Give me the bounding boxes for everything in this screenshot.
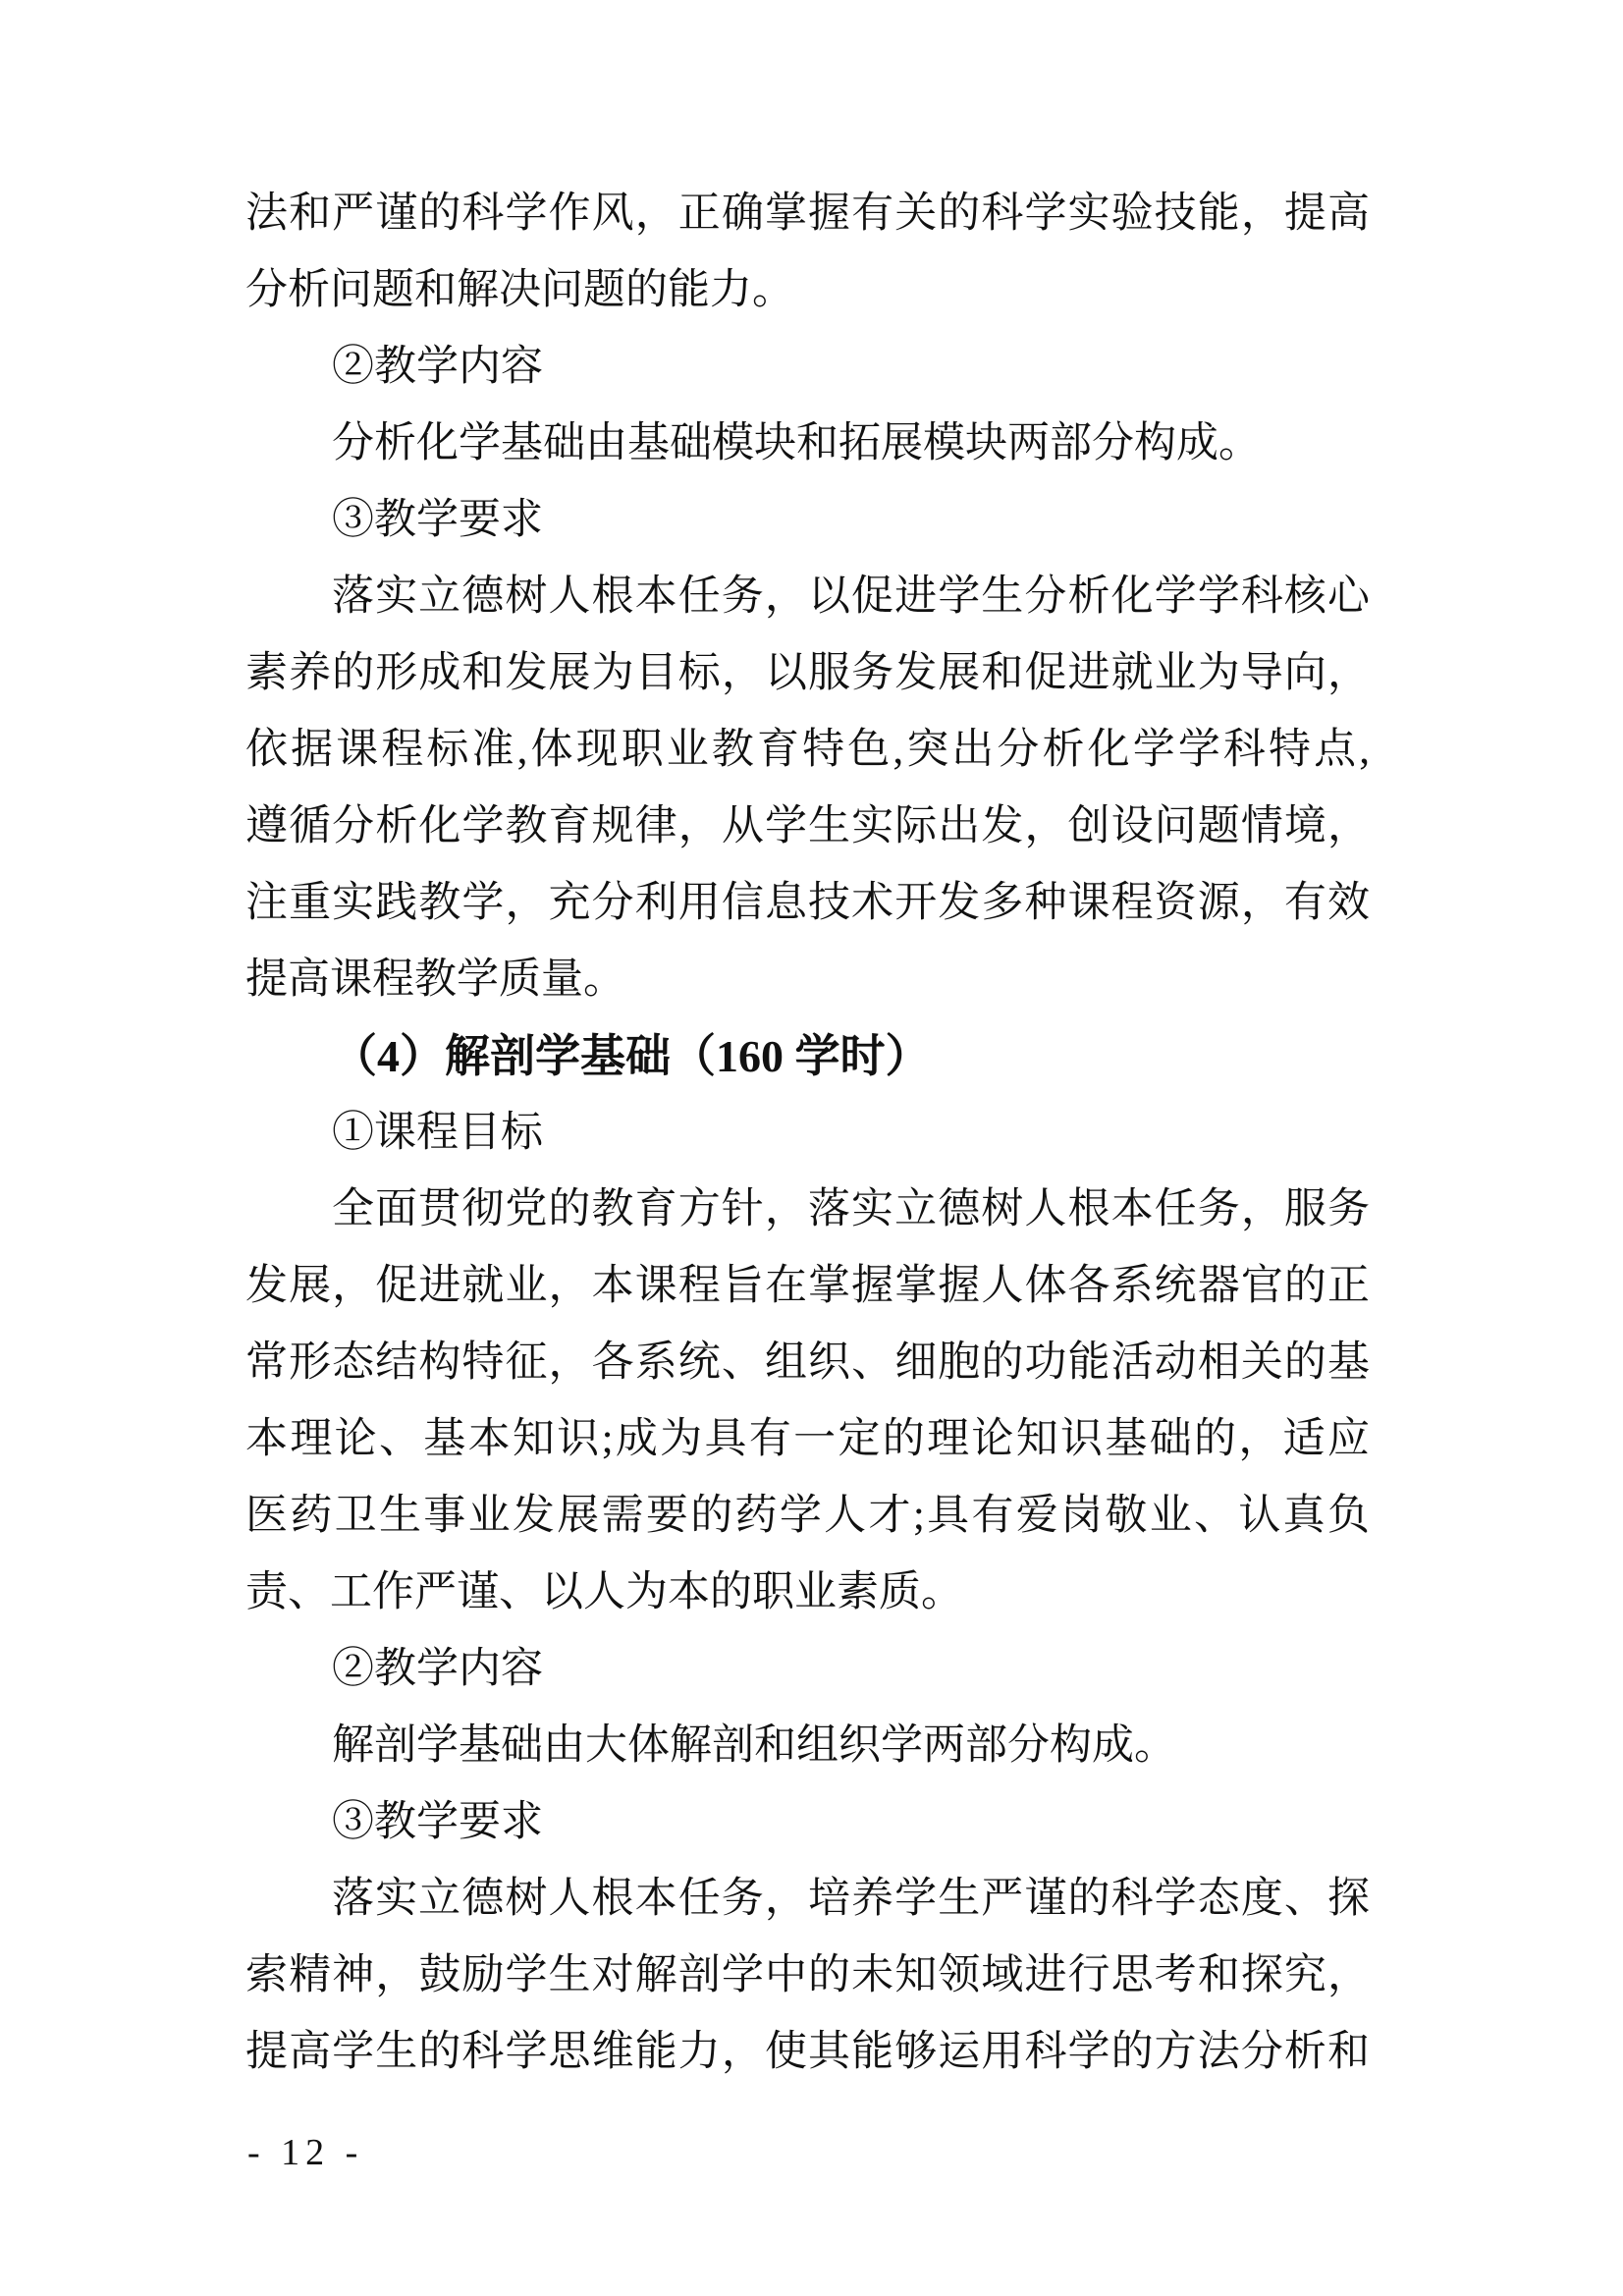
item-heading-teaching-requirements: ③教学要求 — [332, 1799, 543, 1845]
body-line: 法和严谨的科学作风，正确掌握有关的科学实验技能，提高 — [245, 191, 1370, 237]
document-body — [245, 176, 1370, 2091]
item-heading-teaching-content: ②教学内容 — [332, 1646, 543, 1692]
body-line: 本理论、基本知识;成为具有一定的理论知识基础的，适应 — [245, 1416, 1370, 1462]
page-number: - 12 - — [247, 2132, 364, 2173]
body-line: 解剖学基础由大体解剖和组织学两部分构成。 — [332, 1722, 1176, 1769]
body-line: 注重实践教学，充分利用信息技术开发多种课程资源，有效 — [245, 880, 1370, 926]
body-line: 发展，促进就业，本课程旨在掌握掌握人体各系统器官的正 — [245, 1263, 1370, 1309]
item-heading-teaching-content: ②教学内容 — [332, 344, 543, 390]
body-line: 提高学生的科学思维能力，使其能够运用科学的方法分析和 — [245, 2029, 1370, 2075]
body-line: 落实立德树人根本任务，培养学生严谨的科学态度、探 — [332, 1876, 1370, 1922]
item-heading-teaching-requirements: ③教学要求 — [332, 497, 543, 543]
body-line: 素养的形成和发展为目标，以服务发展和促进就业为导向， — [245, 650, 1370, 696]
body-line: 遵循分析化学教育规律，从学生实际出发，创设问题情境， — [245, 803, 1370, 849]
body-line: 提高课程教学质量。 — [245, 957, 625, 1003]
body-line: 依据课程标准,体现职业教育特色,突出分析化学学科特点, — [245, 727, 1370, 773]
body-line: 索精神，鼓励学生对解剖学中的未知领域进行思考和探究， — [245, 1952, 1370, 1998]
body-line: 常形态结构特征，各系统、组织、细胞的功能活动相关的基 — [245, 1339, 1370, 1386]
body-line: 分析化学基础由基础模块和拓展模块两部分构成。 — [332, 420, 1261, 466]
body-line: 全面贯彻党的教育方针，落实立德树人根本任务，服务 — [332, 1186, 1370, 1232]
item-heading-course-objectives: ①课程目标 — [332, 1110, 543, 1156]
body-line: 分析问题和解决问题的能力。 — [245, 267, 794, 313]
body-line: 医药卫生事业发展需要的药学人才;具有爱岗敬业、认真负 — [245, 1493, 1370, 1539]
body-line: 落实立德树人根本任务，以促进学生分析化学学科核心 — [332, 574, 1370, 620]
body-line: 责、工作严谨、以人为本的职业素质。 — [245, 1569, 963, 1615]
course-heading-anatomy-basics: （4）解剖学基础（160 学时） — [332, 1031, 931, 1081]
